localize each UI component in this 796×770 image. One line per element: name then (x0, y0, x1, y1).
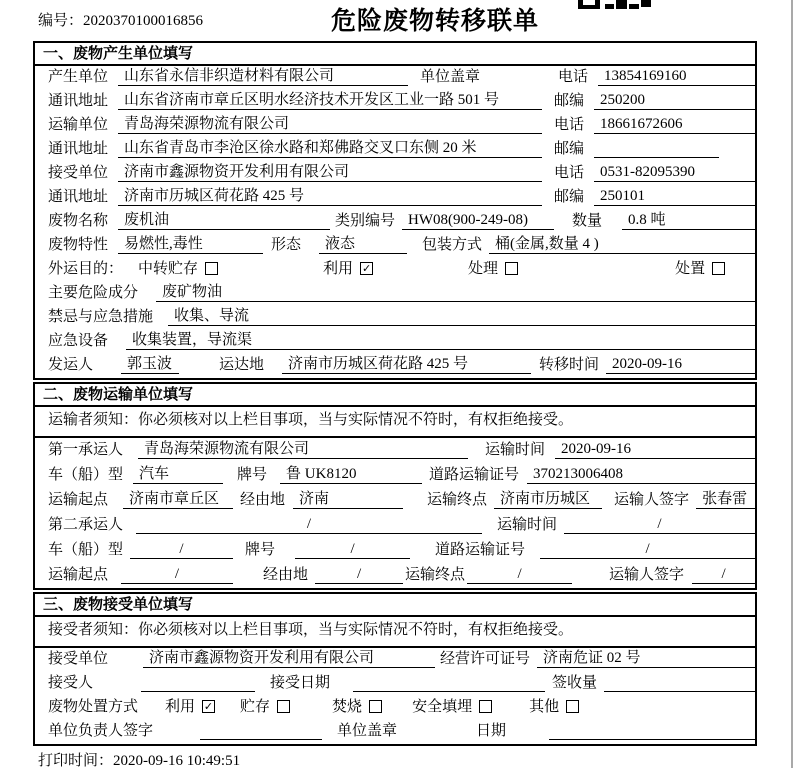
field-value: / (121, 565, 233, 584)
field-value: 收集装置，导流渠 (126, 331, 755, 350)
form-row (35, 488, 755, 513)
field-value: 鲁 UK8120 (280, 465, 422, 484)
field-label: 废物特性 (48, 237, 109, 253)
field-value: 济南市章丘区 (123, 490, 233, 509)
form-row (35, 696, 755, 720)
field-value: 0.8 吨 (622, 211, 755, 230)
form-row (35, 138, 755, 162)
field-value: 济南危证 02 号 (537, 649, 755, 668)
form-row (35, 186, 755, 210)
section-rows (35, 66, 755, 378)
field-label: 接受单位 (48, 651, 109, 667)
checkbox-label: 贮存 (240, 699, 271, 715)
field-value (141, 673, 255, 692)
serial-value: 2020370100016856 (83, 13, 204, 29)
field-value: 济南市鑫源物资开发利用有限公司 (118, 163, 542, 182)
field-value: 370213006408 (527, 465, 755, 484)
field-value: 青岛海荣源物流有限公司 (118, 115, 542, 134)
field-label: 运输起点 (48, 567, 109, 583)
field-value: 废机油 (118, 211, 330, 230)
form-row (35, 563, 755, 588)
serial-label: 编号： (38, 13, 84, 29)
section-header: 三、废物接受单位填写 (35, 594, 755, 617)
section-receiver (33, 592, 757, 746)
field-label: 接受单位 (48, 165, 109, 181)
field-value: / (467, 565, 572, 584)
checkbox-field (165, 698, 215, 716)
field-label: 产生单位 (48, 69, 109, 85)
field-label: 经由地 (240, 492, 286, 508)
field-value: 2020-09-16 (555, 440, 755, 459)
field-label: 废物处置方式 (48, 699, 139, 715)
field-label: 电话 (554, 165, 585, 181)
field-label: 车（船）型 (48, 542, 124, 558)
form-row (35, 114, 755, 138)
checkbox-unchecked-icon (712, 262, 725, 275)
field-label: 第一承运人 (48, 442, 124, 458)
field-label: 接受日期 (270, 675, 331, 691)
field-value: / (692, 565, 755, 584)
form-row (35, 234, 755, 258)
field-label: 运输起点 (48, 492, 109, 508)
print-time-value: 2020-09-16 10:49:51 (113, 753, 241, 769)
checkbox-field (138, 260, 218, 278)
section-rows (35, 648, 755, 744)
field-label: 单位负责人签字 (48, 723, 154, 739)
checkbox-checked-icon: ✓ (361, 262, 372, 275)
field-label: 单位盖章 (337, 723, 398, 739)
checkbox-unchecked-icon (505, 262, 518, 275)
field-value: 250200 (594, 91, 755, 110)
field-value: 济南市历城区 (494, 490, 602, 509)
form-row (35, 438, 755, 463)
field-value: 13854169160 (598, 67, 755, 86)
field-label: 类别编号 (335, 213, 396, 229)
field-label: 经由地 (263, 567, 309, 583)
field-label: 禁忌与应急措施 (48, 309, 154, 325)
field-label: 电话 (554, 117, 585, 133)
section-rows (35, 438, 755, 588)
field-label: 形态 (271, 237, 302, 253)
serial-number (38, 9, 203, 30)
field-value: 济南市历城区荷花路 425 号 (282, 355, 531, 374)
field-label: 运输终点 (427, 492, 488, 508)
section-header: 二、废物运输单位填写 (35, 384, 755, 407)
field-value (594, 139, 719, 158)
checkbox-field (412, 698, 492, 716)
form-row (35, 330, 755, 354)
form-row (35, 672, 755, 696)
field-label: 接受人 (48, 675, 94, 691)
field-value: 济南市历城区荷花路 425 号 (118, 187, 542, 206)
field-label: 第二承运人 (48, 517, 124, 533)
checkbox-checked-icon: ✓ (203, 700, 214, 713)
checkbox-field (323, 260, 373, 278)
field-label: 运输人签字 (614, 492, 690, 508)
checkbox-label: 其他 (529, 699, 560, 715)
section-producer (33, 41, 757, 380)
form-row (35, 258, 755, 282)
field-label: 邮编 (554, 189, 585, 205)
notice-text: 接受者须知：你必须核对以上栏目事项，当与实际情况不符时，有权拒绝接受。 (35, 617, 755, 648)
print-time-label: 打印时间： (38, 753, 114, 769)
field-value: 废矿物油 (156, 283, 755, 302)
section-header: 一、废物产生单位填写 (35, 43, 755, 66)
field-label: 单位盖章 (420, 69, 481, 85)
field-label: 包装方式 (422, 237, 483, 253)
field-label: 运输时间 (497, 517, 558, 533)
field-label: 牌号 (237, 467, 268, 483)
field-label: 电话 (558, 69, 589, 85)
checkbox-label: 中转贮存 (138, 261, 199, 277)
form-row (35, 210, 755, 234)
field-label: 运达地 (219, 357, 265, 373)
field-label: 道路运输证号 (435, 542, 526, 558)
field-value: 桶(金属,数量 4 ) (489, 235, 755, 254)
field-label: 通讯地址 (48, 189, 109, 205)
field-value (353, 673, 545, 692)
field-label: 签收量 (552, 675, 598, 691)
field-value: 张春雷 (696, 490, 755, 509)
field-label: 废物名称 (48, 213, 109, 229)
field-value: 易燃性,毒性 (118, 235, 263, 254)
form-row (35, 282, 755, 306)
checkbox-unchecked-icon (277, 700, 290, 713)
field-label: 数量 (572, 213, 603, 229)
field-label: 转移时间 (539, 357, 600, 373)
field-value (200, 721, 322, 740)
field-value: 山东省永信非织造材料有限公司 (118, 67, 408, 86)
page-title: 危险废物转移联单 (331, 7, 540, 35)
form-row (35, 306, 755, 330)
field-value: / (564, 515, 755, 534)
field-label: 运输终点 (405, 567, 466, 583)
form-row (35, 354, 755, 378)
field-label: 牌号 (245, 542, 276, 558)
checkbox-label: 利用 (165, 699, 196, 715)
form-row (35, 463, 755, 488)
checkbox-field (240, 698, 290, 716)
field-value: 18661672606 (594, 115, 755, 134)
checkbox-field (529, 698, 579, 716)
field-value: 济南 (293, 490, 403, 509)
field-value: 济南市鑫源物资开发利用有限公司 (143, 649, 435, 668)
print-time (38, 749, 240, 770)
form-row (35, 720, 755, 744)
field-value: / (540, 540, 755, 559)
field-value (604, 673, 755, 692)
form-row (35, 90, 755, 114)
checkbox-field (675, 260, 725, 278)
field-label: 车（船）型 (48, 467, 124, 483)
checkbox-label: 利用 (323, 261, 354, 277)
qr-code-fragment-icon (578, 0, 652, 9)
notice-text: 运输者须知：你必须核对以上栏目事项，当与实际情况不符时，有权拒绝接受。 (35, 407, 755, 438)
field-label: 主要危险成分 (48, 285, 139, 301)
checkbox-label: 焚烧 (332, 699, 363, 715)
field-value: 山东省济南市章丘区明水经济技术开发区工业一路 501 号 (118, 91, 542, 110)
field-value: 汽车 (133, 465, 223, 484)
field-value: / (136, 515, 482, 534)
field-label: 运输时间 (485, 442, 546, 458)
field-label: 邮编 (554, 141, 585, 157)
checkbox-unchecked-icon (369, 700, 382, 713)
form-row (35, 648, 755, 672)
field-value (549, 721, 755, 740)
field-label: 发运人 (48, 357, 94, 373)
field-value: 2020-09-16 (606, 355, 755, 374)
field-value: 山东省青岛市李沧区徐水路和郑佛路交叉口东侧 20 米 (118, 139, 542, 158)
field-value: 青岛海荣源物流有限公司 (138, 440, 468, 459)
form-row (35, 513, 755, 538)
field-label: 运输单位 (48, 117, 109, 133)
field-label: 道路运输证号 (429, 467, 520, 483)
field-value: 250101 (594, 187, 755, 206)
field-value: 郭玉波 (121, 355, 179, 374)
checkbox-unchecked-icon (205, 262, 218, 275)
checkbox-label: 处理 (468, 261, 499, 277)
field-value: 0531-82095390 (594, 163, 755, 182)
form-row (35, 162, 755, 186)
field-label: 运输人签字 (609, 567, 685, 583)
field-label: 日期 (476, 723, 507, 739)
field-label: 通讯地址 (48, 93, 109, 109)
field-label: 邮编 (554, 93, 585, 109)
field-value: 液态 (319, 235, 407, 254)
field-label: 通讯地址 (48, 141, 109, 157)
field-label: 经营许可证号 (440, 651, 531, 667)
checkbox-field (468, 260, 518, 278)
field-label: 应急设备 (48, 333, 109, 349)
field-value: / (295, 540, 410, 559)
manifest-form (33, 41, 757, 746)
checkbox-unchecked-icon (479, 700, 492, 713)
field-label: 外运目的： (48, 261, 124, 277)
checkbox-field (332, 698, 382, 716)
checkbox-label: 处置 (675, 261, 706, 277)
checkbox-unchecked-icon (566, 700, 579, 713)
window-edge-line (791, 0, 793, 768)
checkbox-label: 安全填埋 (412, 699, 473, 715)
form-row (35, 66, 755, 90)
field-value: HW08(900-249-08) (402, 211, 554, 230)
field-value: / (130, 540, 233, 559)
section-transporter (33, 382, 757, 590)
field-value: 收集、导流 (168, 307, 755, 326)
field-value: / (315, 565, 403, 584)
form-row (35, 538, 755, 563)
